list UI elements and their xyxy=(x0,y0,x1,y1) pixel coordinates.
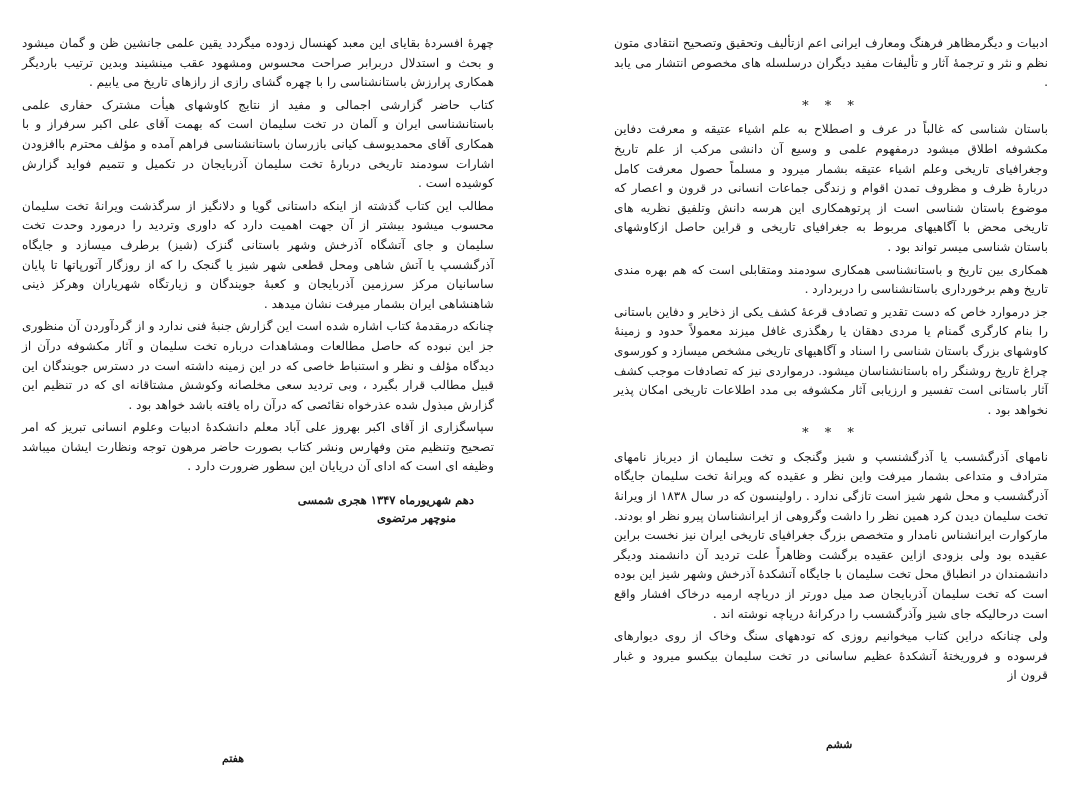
signature-block xyxy=(22,491,494,527)
signature-date: دهم شهریورماه ۱۳۴۷ هجری شمسی xyxy=(297,493,474,508)
left-paragraph-2: کتاب حاضر گزارشی اجمالی و مفید از نتایج کاوشهای هیأت مشترک حفاری علمی باستانشناسی ایران و آلمان در تخت سلیمان است که بهمت آقای علی اکبر سرفراز و با همکاری آقای محمدیوسف کیانی بازرسان باستانشناسی فراهم آمده و مؤلف محترم باافزودن اشارات سودمند تاریخی دربارهٔ تخت سلیمان آذربایجان در تکمیل و تتمیم فواید گزارش کوشیده است . xyxy=(22,97,494,191)
right-paragraph-5: نامهای آذرگشسب یا آذرگشنسپ و شیز وگنجک و تخت سلیمان از دیرباز نامهای مترادف و متداعی بشمار میرفت واین نظر و عقیده که ویرانهٔ تخت سلیمان جایگاه آذرگشسب و محل شهر شیز است تازگی ندارد . راولینسون که در سال ۱۸۳۸ از ویرانهٔ تخت سلیمان دیدن کرد همین نظر را داشت وگروهی از ایرانشناسان پیرو نظر او بودند. مارکوارت ایرانشناس نامدار و متخصص بزرگ جغرافیای تاریخی ایران نیز نخست براین عقیده بود ولی بزودی ازاین عقیده برگشت وظاهراً علت تردید آن دانشمند ودیگر دانشمندان در انطباق محل تخت سلیمان با جایگاه آتشکدهٔ آذرخش وشهر شیز این بوده است که تخت سلیمان آذربایجان صد میل دورتر از دریاچه ارمیه درخاک افشار واقع است درحالیکه جای شیز وآذرگشسب را درکرانهٔ دریاچه نوشته اند . xyxy=(614,449,1048,621)
left-paragraph-5: سپاسگزاری از آقای اکبر بهروز علی آباد معلم دانشکدهٔ ادبیات وعلوم انسانی تبریز که امر تصحیح وتنظیم متن وفهارس ونشر کتاب بصورت حاضر مرهون توجه ونظارت ایشان میباشد وظیفه ای است که ادای آن دریایان این سطور ضرورت دارد . xyxy=(22,420,494,474)
left-page xyxy=(22,34,494,774)
left-paragraph-1: چهرهٔ افسردهٔ بقایای این معبد کهنسال زدوده میگردد یقین علمی جانشین ظن و گمان میشود و بحث و استدلال دربرابر صراحت محسوس ومشهود عقب مینشیند وبدین ترتیب باردیگر همکاری پرارزش باستانشناسی را با چهره گشای رازی از رازهای تاریخ می یابیم . xyxy=(22,36,494,90)
right-paragraph-1: ادبیات و دیگرمظاهر فرهنگ ومعارف ایرانی اعم ازتألیف وتحقیق وتصحیح انتقادی متون نظم و نثر و ترجمهٔ آثار و تألیفات مفید دیگران درسلسله های مخصوص انتشار می یابد . xyxy=(614,36,1048,90)
left-paragraph-4: چنانکه درمقدمهٔ کتاب اشاره شده است این گزارش جنبهٔ فنی ندارد و از گردآوردن آن منظوری جز این نبوده که حاصل مطالعات ومشاهدات درباره تخت سلیمان و آثار مکشوفه درآن از دیدگاه مؤلف و نظر و استنباط خاصی که در این زمینه داشته است در دسترس جویندگان این قبیل مطالب قرار بگیرد ، وبی تردید سعی مخلصانه وکوشش مشتاقانه ای که در تنظیم این گزارش مبذول شده عذرخواه نقائصی که درآن راه یافته باشد خواهد بود . xyxy=(22,319,494,412)
right-page xyxy=(614,34,1048,774)
left-paragraph-3: مطالب این کتاب گذشته از اینکه داستانی گویا و دلانگیز از سرگذشت ویرانهٔ تخت سلیمان محسوب میشود بیشتر از آن جهت اهمیت دارد که داوری وتردید را درمورد وحدت تخت سلیمان و جای آتشگاه آذرخش وشهر باستانی گنزک (شیز) برطرف میسازد و جایگاه آذرگشسپ یا آتش شاهی ومحل قطعی شهر شیز یا گنجک را که از روزگار آتورپاتها تا پایان ساسانیان مرکز سرزمین آذربایجان و کعبهٔ جویندگان و زیارتگاه شهریاران وهرکز ذینی شاهنشاهی ایران بشمار میرفت نشان میدهد . xyxy=(22,198,494,311)
left-page-number: هفتم xyxy=(222,752,245,765)
section-divider-stars: * * * xyxy=(802,98,860,114)
right-page-number: ششم xyxy=(826,738,853,751)
right-paragraph-2: باستان شناسی که غالباً در عرف و اصطلاح به علم اشیاء عتیقه و معرفت دفاین مکشوفه اطلاق میشود درمفهوم علمی و وسیع آن دانشی مرکب از علم تاریخ وجغرافیای تاریخی وعلم اشیاء عتیقه بشمار میرود و مسلماً حصول معرفت کامل دربارهٔ ظرف و مظروف تمدن اقوام و زندگی جماعات انسانی در قرون و اعصار که موضوع باستان شناسی است از پرتوهمکاری این هرسه دانش وتلفیق نظریه های تاریخی محض با آگاهیهای مربوط به جغرافیای تاریخی و قراین حاصل ازکاوشهای باستان شناسی میسر تواند بود . xyxy=(614,122,1048,254)
right-paragraph-6: ولی چنانکه دراین کتاب میخوانیم روزی که تودههای سنگ وخاک از روی دیوارهای فرسوده و فروریختهٔ آتشکدهٔ عظیم ساسانی در تخت سلیمان بیکسو میرود و غبار قرون از xyxy=(614,629,1048,683)
right-paragraph-4: جز درموارد خاص که دست تقدیر و تصادف قرعهٔ کشف یکی از ذخایر و دفاین باستانی را بنام کارگری گمنام یا مردی دهقان یا رهگذری غافل میزند معمولاً حدود و زمینهٔ کاوشهای بزرگ باستان شناسی را اسناد و آگاهیهای تاریخی مشخص میسازد و کورسوی چراغ تاریخ روشنگر راه باستانشناسان میشود. درمواردی نیز که تصادفات موجب کشف آثار باستانی است تفسیر و ارزیابی آثار مکشوفه بی مدد اطلاعات تاریخی امکان پذیر نخواهد بود . xyxy=(614,304,1048,417)
signature-name: منوچهر مرتضوی xyxy=(377,511,456,526)
section-divider-stars-2: * * * xyxy=(802,426,860,442)
right-paragraph-3: همکاری بین تاریخ و باستانشناسی همکاری سودمند ومتقابلی است که هم بهره مندی تاریخ وهم برخورداری باستانشناسی را دربردارد . xyxy=(614,262,1048,297)
